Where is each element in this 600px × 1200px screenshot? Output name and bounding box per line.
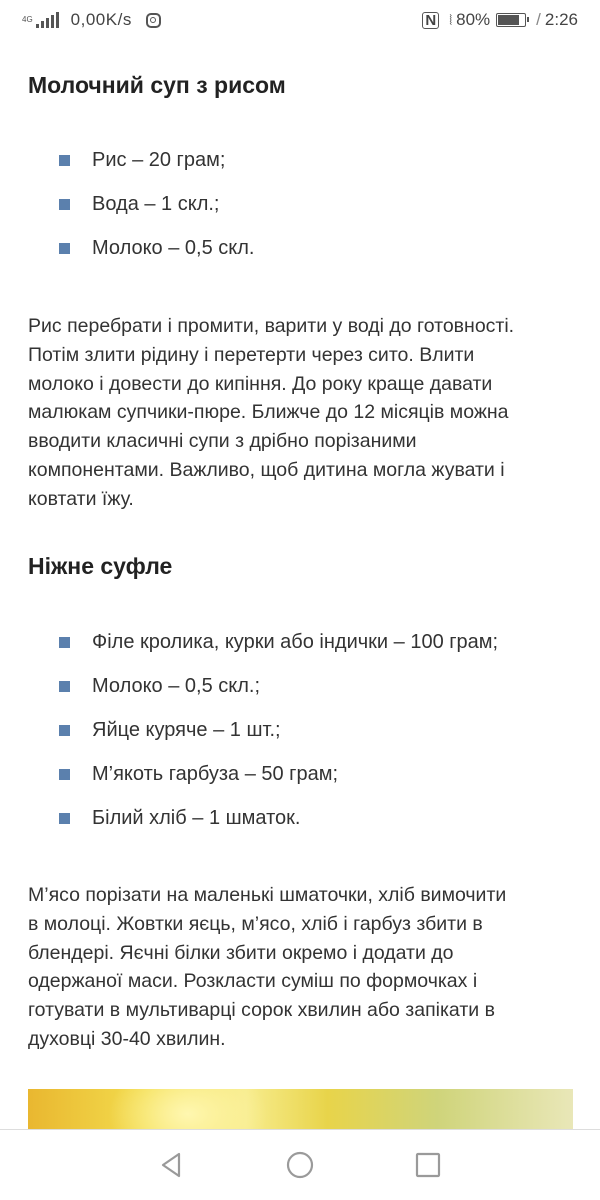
bullet-icon	[59, 725, 70, 736]
navigation-bar	[0, 1129, 600, 1200]
battery-percent: 80%	[456, 10, 491, 29]
status-bar	[0, 0, 600, 40]
bullet-icon	[59, 681, 70, 692]
status-left	[22, 10, 161, 30]
vibrate-icon: ⦚	[449, 11, 453, 28]
bullet-icon	[59, 769, 70, 780]
list-item: Філе кролика, курки або індички – 100 грам;	[28, 620, 498, 664]
list-item: Рис – 20 грам;	[28, 138, 254, 182]
bullet-icon	[59, 155, 70, 166]
network-type: 4G	[22, 15, 33, 24]
bullet-icon	[59, 199, 70, 210]
bullet-icon	[59, 243, 70, 254]
battery-icon	[496, 13, 526, 27]
list-item: Білий хліб – 1 шматок.	[28, 796, 498, 840]
list-item: Вода – 1 скл.;	[28, 182, 254, 226]
bullet-icon	[59, 813, 70, 824]
network-speed: 0,00K/s	[70, 10, 132, 29]
instructions-souffle: М’ясо порізати на маленькі шматочки, хліб вимочити в молоці. Жовтки яєць, м’ясо, хліб і гарбуз збити в блендері. Яєчні білки збити окремо і додати до одержаної маси. Розкласти суміш по формочках і готувати в мультиварці сорок хвилин або запікати в духовці 30-40 хвилин.	[28, 884, 507, 1050]
clock: 2:26	[544, 10, 578, 29]
list-item: Молоко – 0,5 скл.	[28, 226, 254, 270]
nfc-icon: N	[422, 12, 439, 29]
recipe-title-milk-soup: Молочний суп з рисом	[28, 72, 286, 98]
instructions-milk-soup: Рис перебрати і промити, варити у воді до готовності. Потім злити рідину і перетерти через сито. Влити молоко і довести до кипіння. До року краще давати малюкам супчики-пюре. Ближче до 12 місяців можна вводити класичні супи з дрібно порізаними компонентами. Важливо, щоб дитина могла жувати і ковтати їжу.	[28, 315, 515, 510]
home-icon[interactable]	[285, 1150, 315, 1180]
ingredients-list-souffle	[28, 620, 498, 840]
back-icon[interactable]	[157, 1150, 187, 1180]
list-item: Яйце куряче – 1 шт.;	[28, 708, 498, 752]
signal-icon	[36, 12, 59, 28]
recipe-title-souffle: Ніжне суфле	[28, 553, 173, 579]
status-right: N ⦚ 80% / 2:26	[422, 10, 578, 30]
list-item: Молоко – 0,5 скл.;	[28, 664, 498, 708]
bullet-icon	[59, 637, 70, 648]
ingredients-list-milk-soup	[28, 138, 254, 270]
instagram-icon	[146, 13, 161, 28]
recent-apps-icon[interactable]	[413, 1150, 443, 1180]
list-item: М’якоть гарбуза – 50 грам;	[28, 752, 498, 796]
recipe-photo	[28, 1089, 573, 1131]
